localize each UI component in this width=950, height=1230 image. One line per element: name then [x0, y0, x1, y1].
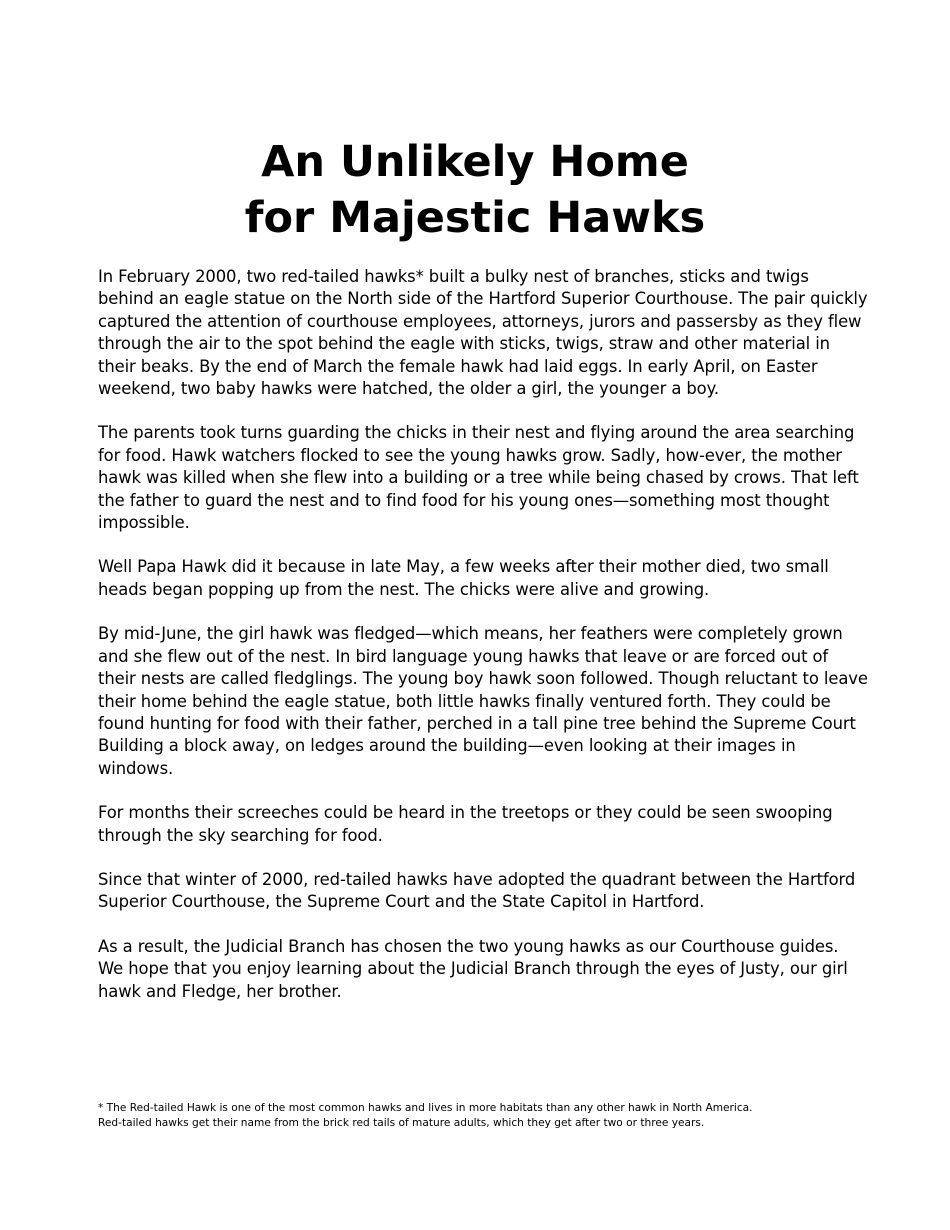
paragraph-3: Well Papa Hawk did it because in late May, a few weeks after their mother died, two small heads began popping up from the nest. The chicks were alive and growing.: [98, 557, 829, 599]
paragraph-1: In February 2000, two red-tailed hawks* built a bulky nest of branches, sticks and twigs behind an eagle statue on the North side of the Hartford Superior Courthouse. The pair quickly captured the attention of courthouse employees, attorneys, jurors and passersby as they flew through the air to the spot behind the eagle with sticks, twigs, straw and other material in their beaks. By the end of March the female hawk had laid eggs. In early April, on Easter weekend, two baby hawks were hatched, the older a girl, the younger a boy.: [98, 267, 868, 399]
title-line-1: An Unlikely Home: [261, 137, 689, 187]
paragraph-5: For months their screeches could be heard in the treetops or they could be seen swooping through the sky searching for food.: [98, 803, 833, 845]
paragraph-2: The parents took turns guarding the chicks in their nest and flying around the area searching for food. Hawk watchers flocked to see the young hawks grow. Sadly, how-ever, the mother hawk was killed when she flew into a building or a tree while being chased by crows. That left the father to guard the nest and to find food for his young ones—something most thought impossible.: [98, 423, 859, 533]
paragraph-7: As a result, the Judicial Branch has chosen the two young hawks as our Courthouse guides. We hope that you enjoy learning about the Judicial Branch through the eyes of Justy, our girl hawk and Fledge, her brother.: [98, 936, 848, 1001]
paragraph-6: Since that winter of 2000, red-tailed hawks have adopted the quadrant between the Hartford Superior Courthouse, the Supreme Court and the State Capitol in Hartford.: [98, 869, 856, 912]
footnote: * The Red-tailed Hawk is one of the most common hawks and lives in more habitats than any other hawk in North America. Red-tailed hawks get their name from the brick red tails of mature adults, which they get after two or three years.: [98, 1102, 753, 1129]
paragraph-4: By mid-June, the girl hawk was fledged—which means, her feathers were completely grown and she flew out of the nest. In bird language young hawks that leave or are forced out of their nests are called fledglings. The young boy hawk soon followed. Though reluctant to leave their home behind the eagle statue, both little hawks finally ventured forth. They could be found hunting for food with their father, perched in a tall pine tree behind the Supreme Court Building a block away, on ledges around the building—even looking at their images in windows.: [98, 624, 868, 778]
article-body: [98, 266, 868, 1025]
page-title: [0, 134, 950, 246]
title-line-2: for Majestic Hawks: [244, 193, 706, 243]
